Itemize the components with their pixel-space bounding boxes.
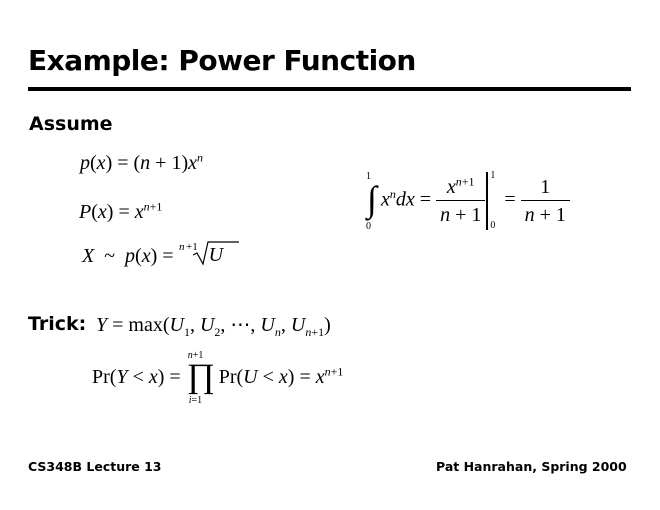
footer-author: Pat Hanrahan, Spring 2000 — [436, 459, 627, 474]
cdf-equation: $P(x) = x^{n+1}$ — [79, 199, 163, 223]
trick-label: Trick: — [28, 313, 87, 335]
pdf-equation: $p(x) = (n + 1)x^n$ — [80, 150, 204, 174]
integral-equation: 1 ∫ 0 $x^ndx$ = $\frac{x^{n+1}}{n + 1}$ 1 0 = $\frac{1}{n + 1}$ — [365, 172, 570, 230]
product-equation: Pr(Y < x) = n+1 ∏ i=1 $Pr(U < x) = x^{n+1}$ — [92, 350, 344, 406]
footer-lecture: CS348B Lecture 13 — [28, 459, 162, 474]
svg-text:n: n — [178, 241, 185, 253]
assume-label: Assume — [29, 113, 113, 135]
trick-equation: $Y = \max(U_1$, $U_2$, ⋯, $U_n$, $U_{n+1}$) — [96, 314, 331, 339]
sample-equation: X ~ p(x) = n +1 U — [82, 243, 239, 268]
title-divider — [28, 87, 631, 91]
svg-text:+1: +1 — [185, 241, 198, 253]
slide-title: Example: Power Function — [28, 44, 416, 77]
